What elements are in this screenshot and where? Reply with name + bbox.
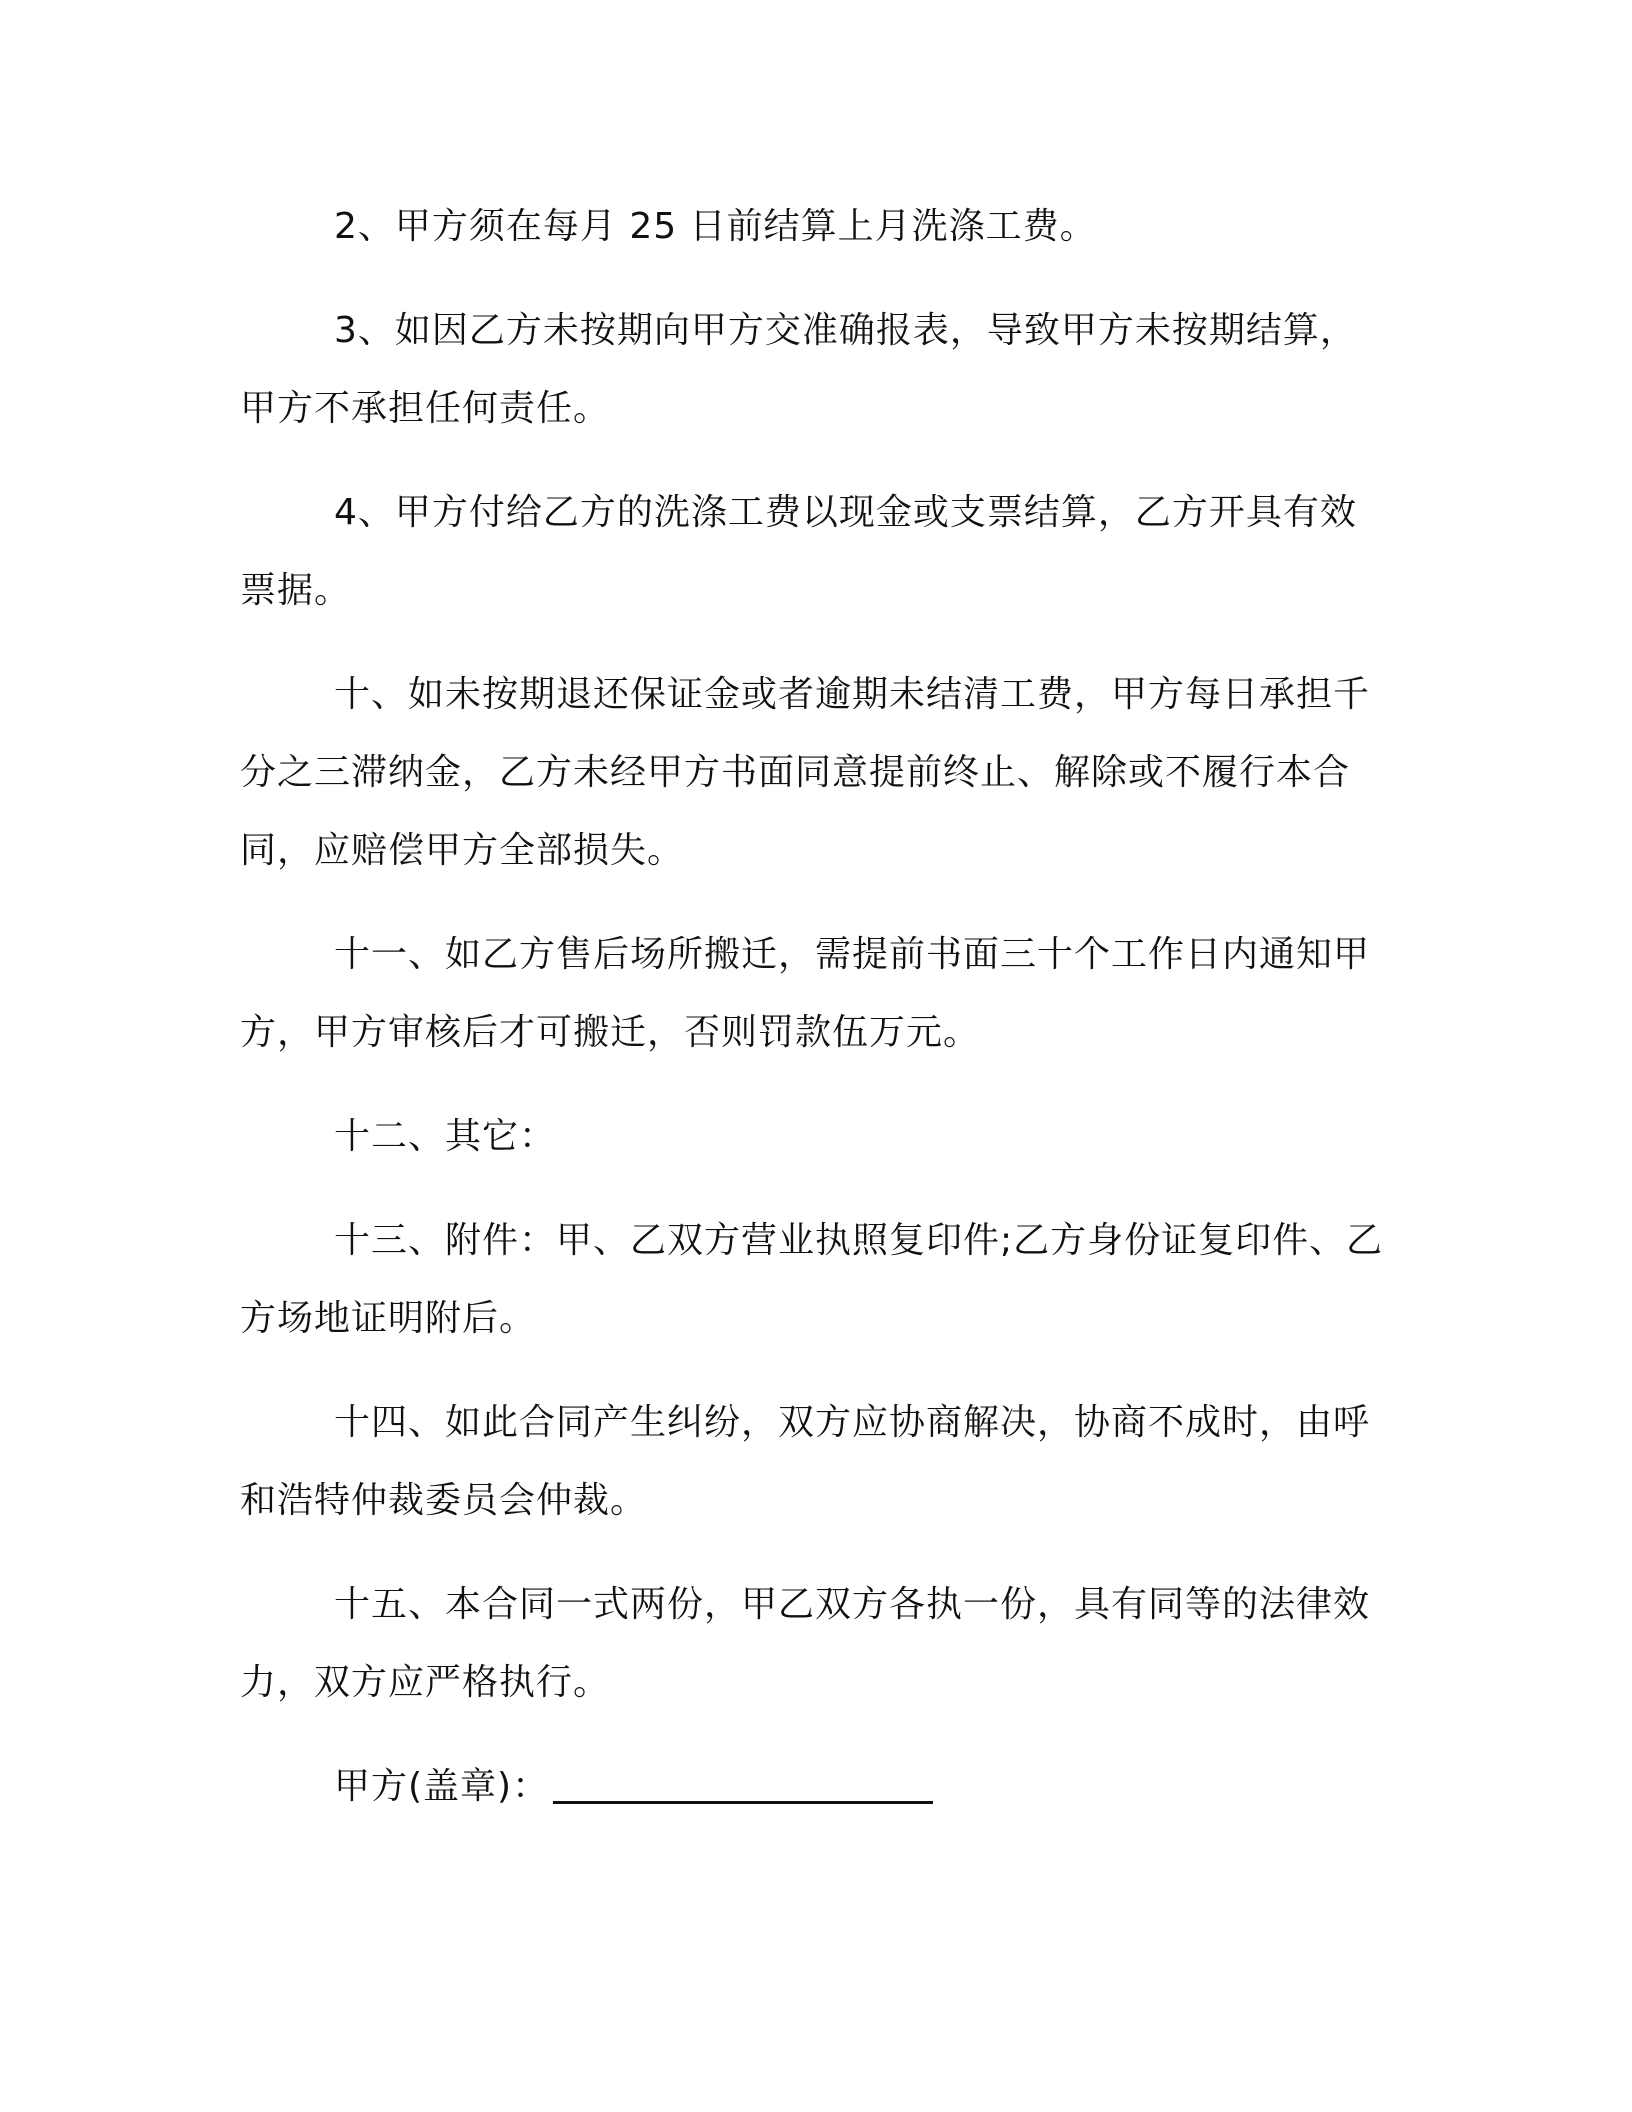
document-body [240,188,1390,1826]
clause-settlement-date: 2、甲方须在每月 25 日前结算上月洗涤工费。 [334,206,1097,247]
clause-late-fee: 十、如未按期退还保证金或者逾期未结清工费，甲方每日承担千分之三滞纳金，乙方未经甲方书面同意提前终止、解除或不履行本合同，应赔偿甲方全部损失。 [240,674,1371,871]
signature-blank-line [553,1765,933,1804]
clause-attachments: 十三、附件：甲、乙双方营业执照复印件;乙方身份证复印件、乙方场地证明附后。 [240,1220,1384,1339]
clause-other: 十二、其它： [334,1116,557,1157]
clause-copies: 十五、本合同一式两份，甲乙双方各执一份，具有同等的法律效力，双方应严格执行。 [240,1584,1371,1703]
signature-row [240,1748,1390,1826]
clause-payment-method: 4、甲方付给乙方的洗涤工费以现金或支票结算，乙方开具有效票据。 [240,492,1357,611]
clause-dispute: 十四、如此合同产生纠纷，双方应协商解决，协商不成时，由呼和浩特仲裁委员会仲裁。 [240,1402,1371,1521]
clause-report-liability: 3、如因乙方未按期向甲方交准确报表，导致甲方未按期结算，甲方不承担任何责任。 [240,310,1357,429]
clause-relocation: 十一、如乙方售后场所搬迁，需提前书面三十个工作日内通知甲方，甲方审核后才可搬迁，否则罚款伍万元。 [240,934,1371,1053]
signature-label: 甲方(盖章)： [334,1766,550,1807]
